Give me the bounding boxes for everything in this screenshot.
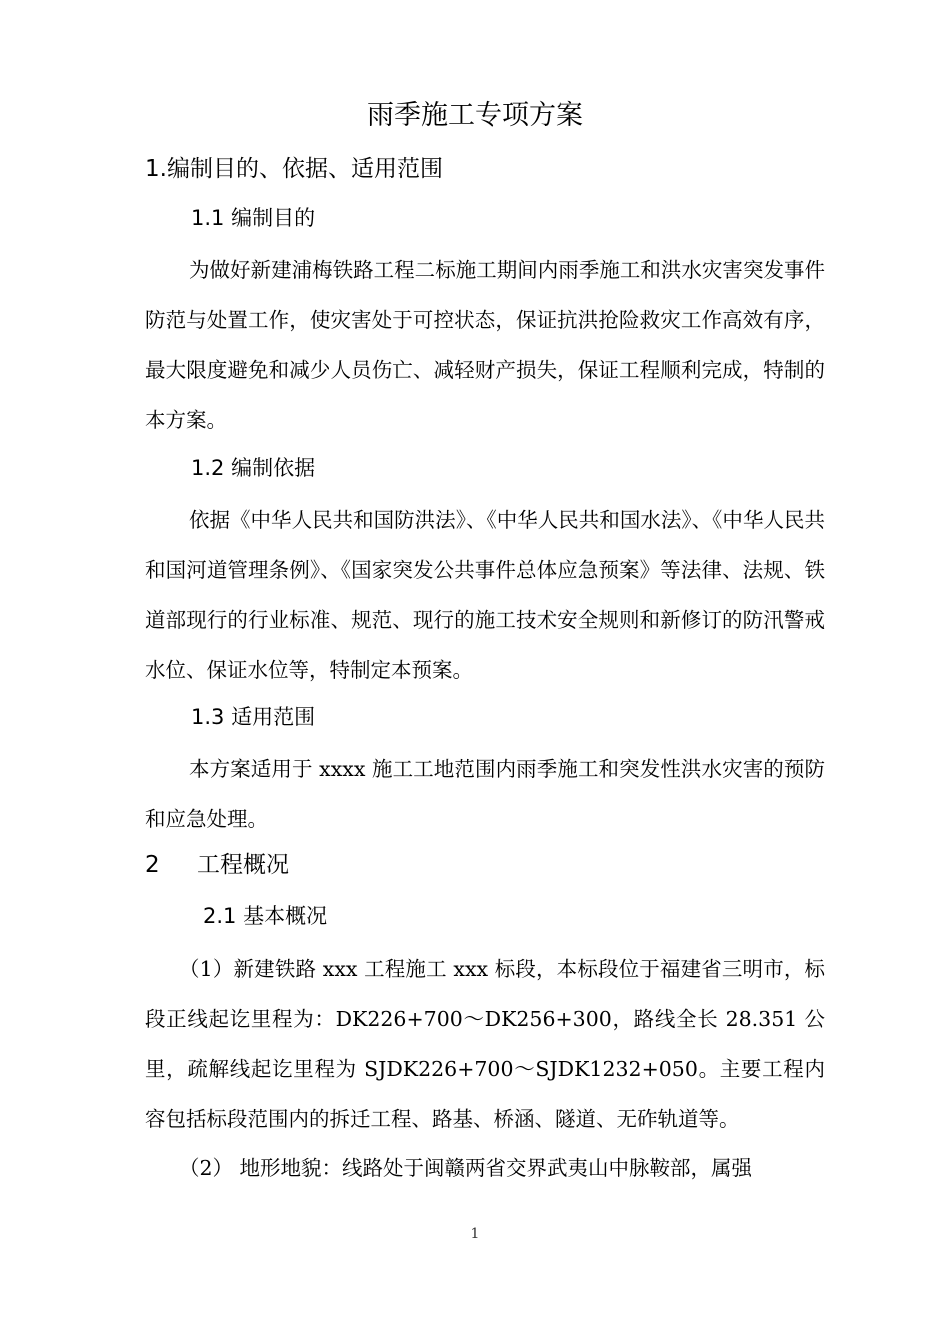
section-2-title: 工程概况 [197, 852, 289, 878]
section-1-1-heading: 1.1 编制目的 [191, 206, 316, 230]
section-1-3-heading: 1.3 适用范围 [191, 705, 316, 729]
section-1-2-heading: 1.2 编制依据 [191, 456, 316, 480]
section-2-1-item-2: （2） 地形地貌：线路处于闽赣两省交界武夷山中脉鞍部，属强 [179, 1156, 753, 1180]
section-1-heading: 1.编制目的、依据、适用范围 [145, 156, 443, 182]
section-2-1-heading: 2.1 基本概况 [203, 904, 328, 928]
section-1-2-paragraph: 依据《中华人民共和国防洪法》、《中华人民共和国水法》、《中华人民共和国河道管理条例》、《国家突发公共事件总体应急预案》等法律、法规、铁道部现行的行业标准、规范、现行的施工技术安全规则和新修订的防汛警戒水位、保证水位等，特制定本预案。 [145, 508, 825, 682]
section-2-number: 2 [145, 852, 160, 878]
section-2-1-item-1: （1）新建铁路 xxx 工程施工 xxx 标段，本标段位于福建省三明市，标段正线起讫里程为：DK226+700～DK256+300，路线全长 28.351 公里，疏解线起讫里程为 SJDK226+700～SJDK1232+050。主要工程内容包括标段范围内的拆迁工程、路基、桥涵、隧道、无砟轨道等。 [145, 957, 825, 1131]
section-1-1-paragraph: 为做好新建浦梅铁路工程二标施工期间内雨季施工和洪水灾害突发事件防范与处置工作，使灾害处于可控状态，保证抗洪抢险救灾工作高效有序，最大限度避免和减少人员伤亡、减轻财产损失，保证工程顺利完成，特制的本方案。 [145, 258, 825, 432]
section-2-heading [145, 849, 289, 881]
page-number: 1 [470, 1226, 480, 1242]
document-title: 雨季施工专项方案 [367, 100, 583, 131]
section-1-3-paragraph: 本方案适用于 xxxx 施工工地范围内雨季施工和突发性洪水灾害的预防和应急处理。 [145, 757, 825, 831]
